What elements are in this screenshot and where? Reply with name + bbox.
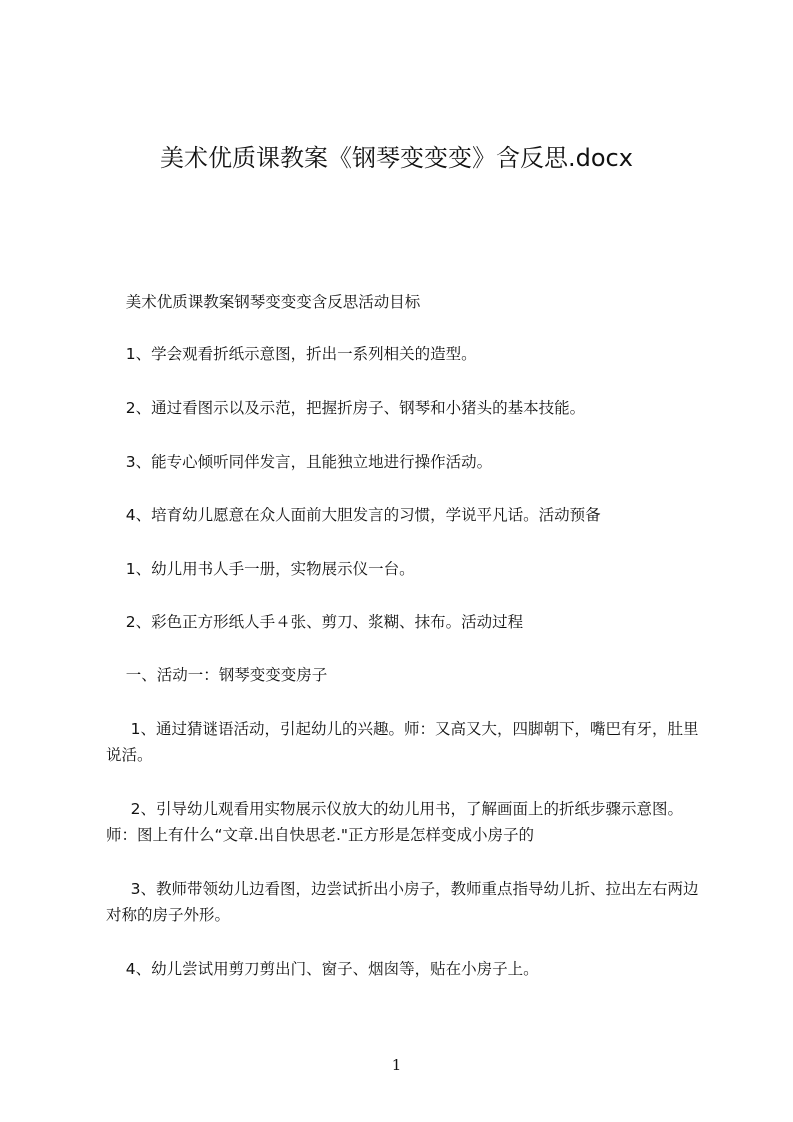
paragraph-step-3: 3、教师带领幼儿边看图，边尝试折出小房子，教师重点指导幼儿折、拉出左右两边对称的房子外形。: [106, 880, 699, 924]
paragraph-objectives-heading: 美术优质课教案钢琴变变变含反思活动目标: [106, 293, 421, 311]
paragraph-objective-3: 3、能专心倾听同伴发言，且能独立地进行操作活动。: [106, 453, 493, 471]
paragraph-step-4: 4、幼儿尝试用剪刀剪出门、窗子、烟囱等，贴在小房子上。: [106, 960, 539, 978]
paragraph-activity-1-heading: 一、活动一：钢琴变变变房子: [106, 666, 328, 684]
document-title: 美术优质课教案《钢琴变变变》含反思.docx: [160, 144, 633, 172]
paragraph-objective-4: 4、培育幼儿愿意在众人面前大胆发言的习惯，学说平凡话。活动预备: [106, 506, 601, 524]
paragraph-step-1: 1、通过猜谜语活动，引起幼儿的兴趣。师：又高又大，四脚朝下，嘴巴有牙，肚里说活。: [106, 720, 699, 764]
paragraph-objective-1: 1、学会观看折纸示意图，折出一系列相关的造型。: [106, 345, 477, 363]
page-number: 1: [391, 1056, 402, 1074]
paragraph-preparation-1: 1、幼儿用书人手一册，实物展示仪一台。: [106, 560, 415, 578]
paragraph-preparation-2: 2、彩色正方形纸人手４张、剪刀、浆糊、抹布。活动过程: [106, 613, 524, 631]
paragraph-step-2: 2、引导幼儿观看用实物展示仪放大的幼儿用书，了解画面上的折纸步骤示意图。师：图上有什么“文章.出自快思老."正方形是怎样变成小房子的: [106, 800, 684, 844]
paragraph-objective-2: 2、通过看图示以及示范，把握折房子、钢琴和小猪头的基本技能。: [106, 399, 586, 417]
